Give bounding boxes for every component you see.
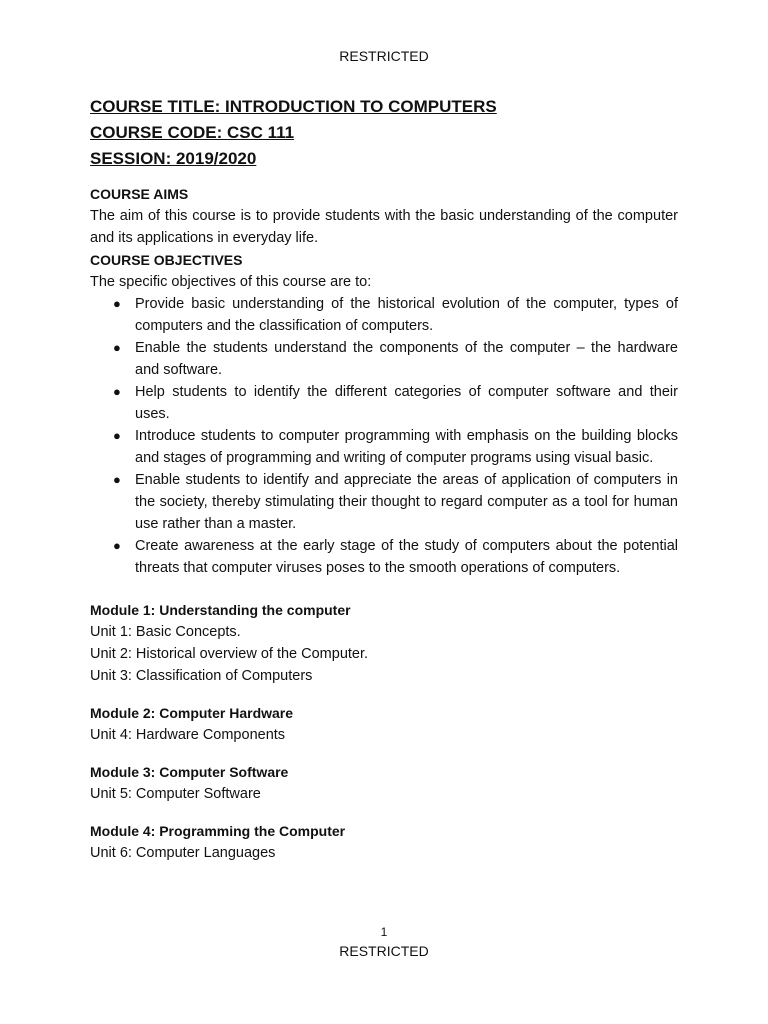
- course-aims-text: The aim of this course is to provide students with the basic understanding of the computer and its applications in everyday life.: [90, 208, 678, 246]
- course-aims-heading: COURSE AIMS: [90, 186, 189, 202]
- footer-classification: RESTRICTED: [339, 943, 429, 959]
- module-2: [90, 702, 678, 746]
- list-item: [90, 425, 678, 469]
- course-objectives-heading: COURSE OBJECTIVES: [90, 252, 243, 268]
- list-item: [90, 381, 678, 425]
- document-content: [90, 94, 678, 879]
- module-title: Module 2: Computer Hardware: [90, 705, 294, 721]
- bullet-icon: ●: [113, 472, 121, 487]
- unit-item: Unit 1: Basic Concepts.: [90, 624, 241, 640]
- modules-section: [90, 599, 678, 864]
- list-item: [90, 535, 678, 579]
- unit-item: Unit 5: Computer Software: [90, 786, 261, 802]
- bullet-icon: ●: [113, 384, 121, 399]
- unit-item: Unit 6: Computer Languages: [90, 845, 276, 861]
- module-1: [90, 599, 678, 687]
- page-number: 1: [380, 925, 388, 939]
- bullet-icon: ●: [113, 340, 121, 355]
- objective-text: Create awareness at the early stage of the study of computers about the potential threats that computer viruses poses to the smooth operations of computers.: [135, 538, 678, 576]
- objective-text: Help students to identify the different categories of computer software and their uses.: [135, 384, 678, 422]
- module-title: Module 1: Understanding the computer: [90, 602, 351, 618]
- list-item: [90, 293, 678, 337]
- objectives-list: [90, 293, 678, 579]
- bullet-icon: ●: [113, 296, 121, 311]
- objective-text: Introduce students to computer programming with emphasis on the building blocks and stages of programming and writing of computer programs using visual basic.: [135, 428, 678, 466]
- unit-item: Unit 3: Classification of Computers: [90, 668, 313, 684]
- course-code: COURSE CODE: CSC 111: [90, 123, 295, 142]
- course-session: SESSION: 2019/2020: [90, 149, 257, 168]
- course-objectives-intro: The specific objectives of this course are to:: [90, 274, 372, 290]
- objective-text: Provide basic understanding of the historical evolution of the computer, types of computers and the classification of computers.: [135, 296, 678, 334]
- header-classification: RESTRICTED: [339, 48, 429, 64]
- module-4: [90, 820, 678, 864]
- module-title: Module 3: Computer Software: [90, 764, 289, 780]
- course-title: COURSE TITLE: INTRODUCTION TO COMPUTERS: [90, 97, 497, 116]
- module-title: Module 4: Programming the Computer: [90, 823, 346, 839]
- bullet-icon: ●: [113, 428, 121, 443]
- list-item: [90, 337, 678, 381]
- objective-text: Enable the students understand the components of the computer – the hardware and software.: [135, 340, 678, 378]
- objective-text: Enable students to identify and appreciate the areas of application of computers in the society, thereby stimulating their thought to regard computer as a tool for human use rather than a master.: [135, 472, 678, 532]
- module-3: [90, 761, 678, 805]
- bullet-icon: ●: [113, 538, 121, 553]
- unit-item: Unit 2: Historical overview of the Computer.: [90, 646, 369, 662]
- list-item: [90, 469, 678, 535]
- unit-item: Unit 4: Hardware Components: [90, 727, 286, 743]
